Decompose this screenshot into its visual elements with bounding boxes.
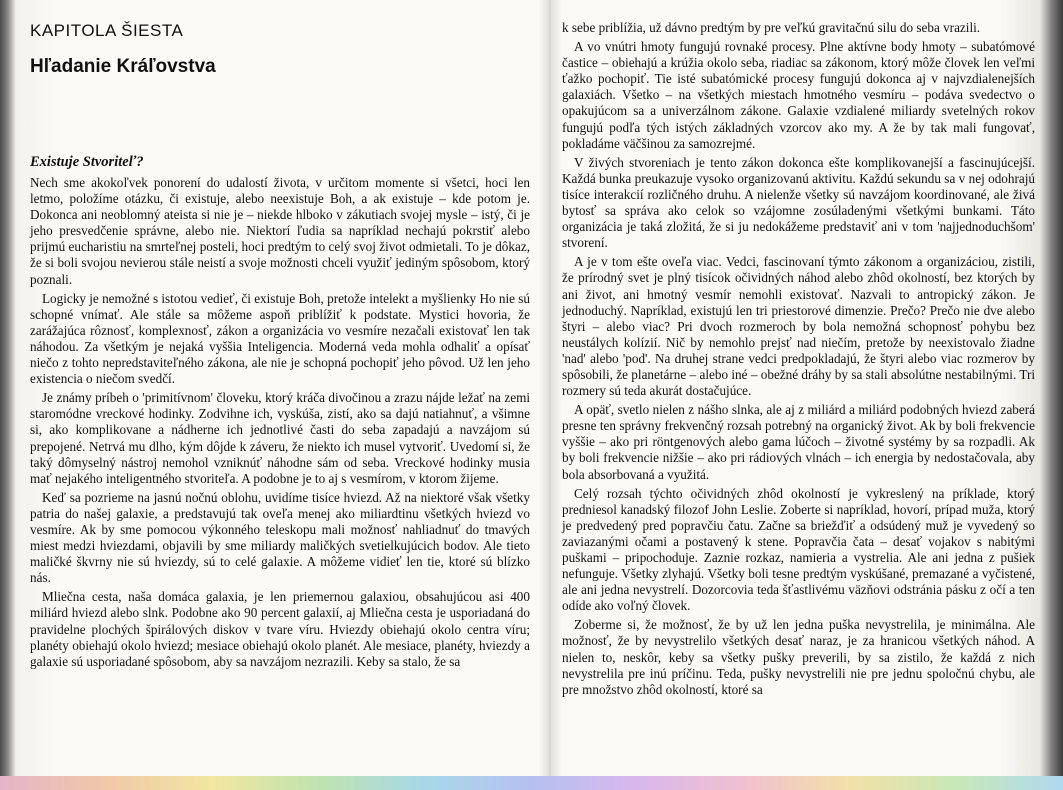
paragraph: Mliečna cesta, naša domáca galaxia, je len priemernou galaxiou, obsahujúcou asi 400 miliárd hviezd alebo slnk. Podobne ako 90 percent galaxií, aj Mliečna cesta je usporiadaná do pravidelne plochých špirálových diskov v tvare víru. Hviezdy obiehajú okolo centra víru; planéty obiehajú okolo hviezd; mesiace obiehajú okolo planét. Ale mesiace, planéty, hviezdy a galaxie sú usporiadané spôsobom, aby sa navzájom nezrazili. Keby sa stalo, že sa — [30, 589, 530, 669]
paragraph: V živých stvoreniach je tento zákon dokonca ešte komplikovanejší a fascinujúcejší. Každá bunka preukazuje vysoko organizovanú aktivitu. Každú sekundu sa v nej odohrajú tisíce interakcií rozličného druhu. A nielenže všetky sú navzájom koordinované, ale živá bytosť sa správa ako celok so vzájomne zosúladenými všetkými bunkami. Táto organizácia je taká zložitá, že si ju nedokážeme predstaviť ani v tom 'najjednoduchšom' stvorení. — [562, 154, 1035, 251]
paragraph: Je známy príbeh o 'primitívnom' človeku, ktorý kráča divočinou a zrazu nájde ležať na zemi staromódne vreckové hodinky. Zodvihne ich, vyskúša, zistí, ako sa dajú natiahnuť, a všimne si, ako komplikovane a nádherne ich jednotlivé časti do seba zapadajú a navzájom sú prepojené. Netrvá mu dlho, kým dôjde k záveru, že niekto ich musel vytvoriť. Uvedomí si, že taký dômyselný nástroj nemohol vzniknúť náhodne sám od seba. Vreckové hodinky musia mať nejakého inteligentného stvoriteľa. A podobne je to aj s vesmírom, v ktorom žijeme. — [30, 390, 530, 486]
paragraph: A vo vnútri hmoty fungujú rovnaké procesy. Plne aktívne body hmoty – subatómové častice – obiehajú a krúžia okolo seba, riadiac sa zákonom, ktorý môže človek len veľmi ťažko pochopiť. Tie isté subatómické procesy fungujú dokonca aj v najvzdialenejších galaxiách. Všetko – na všetkých miestach hmotného vesmíru – podáva svedectvo o opakujúcom sa a univerzálnom zákone. Galaxie vzdialené miliardy svetelných rokov fungujú podľa tých istých základných vzorcov ako my. A že by tak mali fungovať, pokladáme väčšinou za samozrejmé. — [562, 39, 1035, 151]
paragraph: Zoberme si, že možnosť, že by už len jedna puška nevystrelila, je minimálna. Ale možnosť, že by nevystrelilo všetkých desať naraz, je za hranicou všetkých náhod. A nielen to, neskôr, keby sa všetky pušky preverili, by sa zistilo, že každá z nich nevystrelila pre inú príčinu. Teda, pušky nevystrelili nie pre jednu spoločnú chybu, ale pre množstvo zhôd okolností, ktoré sa — [562, 617, 1035, 697]
paragraph: Keď sa pozrieme na jasnú nočnú oblohu, uvidíme tisíce hviezd. Až na niektoré však všetky patria do našej galaxie, a predstavujú tak oveľa menej ako miliardtinu všetkých hviezd vo vesmíre. Ak by sme pomocou výkonného teleskopu mali možnosť nahliadnuť do tmavých miest medzi hviezdami, objavili by sme miliardy maličkých svetielkujúcich bodov. Ale tieto maličké škvrny nie sú hviezdy, sú to celé galaxie. A môžeme vidieť len tie, ktoré sú blízko nás. — [30, 489, 530, 586]
paragraph: A je v tom ešte oveľa viac. Vedci, fascinovaní týmto zákonom a organizáciou, zistili, že prírodný svet je plný tisícok očividných náhod alebo zhôd okolností, bez ktorých by ani život, ani hmotný vesmír nemohli existovať. Nazvali to antropický zákon. Je jednoduchý. Napríklad, existujú len tri priestorové dimenzie. Prečo? Prečo nie dve alebo štyri – alebo viac? Pri dvoch rozmeroch by bola nemožná schopnosť pohybu bez neustálych kolízií. Nič by nemohlo prejsť nad niečím, pretože by neexistovalo žiadne 'nad' alebo 'pod'. Na druhej strane vedci predpokladajú, že štyri alebo viac rozmerov by spôsobili, že planetárne – alebo iné – obežné dráhy by sa stali absolútne nestabilnými. Tri rozmery sú teda akurát dostačujúce. — [562, 254, 1035, 399]
paragraph: Nech sme akokoľvek ponorení do udalostí života, v určitom momente si všetci, hoci len letmo, položíme otázku, či existuje, alebo neexistuje Boh, a ak existuje – kde potom je. Dokonca ani neoblomný ateista si nie je – niekde hlboko v zákutiach svojej mysle – istý, či je jeho presvedčenie správne, alebo nie. Niektorí ľudia sa napríklad nechajú pokrstiť alebo prijmú eucharistiu na smrteľnej posteli, hoci predtým to celý svoj život odmietali. To je dôkaz, že si boli svojou nevierou stále neistí a svoje možnosti chceli využiť jediným spôsobom, ktorý poznali. — [30, 175, 530, 287]
page-edge-strip — [0, 776, 1063, 790]
paragraph: Logicky je nemožné s istotou vedieť, či existuje Boh, pretože intelekt a myšlienky Ho nie sú schopné vnímať. Ale stále sa môžeme aspoň priblížiť k podstate. Mystici hovoria, že zarážajúca rôznosť, komplexnosť, zákon a organizácia vo vesmíre nezačali existovať len tak náhodou. Za všetkým je nejaká vyššia Inteligencia. Moderná veda mohla odhaliť a opísať niečo z tohto nepredstaviteľného zákona, ale nie je schopná pochopiť jeho pôvod. Už len jeho existencia o niečom svedčí. — [30, 290, 530, 387]
book-gutter — [538, 0, 562, 790]
chapter-title: Hľadanie Kráľovstva — [30, 56, 216, 77]
paragraph: Celý rozsah týchto očividných zhôd okolností je vykreslený na príklade, ktorý predniesol kanadský filozof John Leslie. Zoberte si napríklad, hovorí, prípad muža, ktorý je predvedený pred popravčiu čatu. Začne sa briežďiť a odsúdený muž je vyvedený so zaviazanými očami a postavený k stene. Popravčia čata – desať vojakov s nabitými puškami – pripochoduje. Zaznie rozkaz, namieria a vystrelia. Ale ani jedna z pušiek nefunguje. Všetky zlyhajú. Všetky boli tesne predtým vyskúšané, premazané a vyčistené, ale ani jedna nevystrelí. Dozorcovia teda šťastlivému väzňovi odstránia pásku z očí a ten odíde ako voľný človek. — [562, 485, 1035, 614]
paragraph: k sebe priblížia, už dávno predtým by pre veľkú gravitačnú silu do seba vrazili. — [562, 20, 981, 35]
right-page — [562, 20, 1035, 701]
section-heading: Existuje Stvoriteľ? — [30, 154, 144, 170]
chapter-label: KAPITOLA ŠIESTA — [30, 21, 184, 40]
paragraph: A opäť, svetlo nielen z nášho slnka, ale aj z miliárd a miliárd podobných hviezd zaberá presne ten správny frekvenčný rozsah potrebný na organický život. Ak by boli frekvencie vyššie – ako pri röntgenových alebo gama lúčoch – životné systémy by sa rozpadli. Ak by boli frekvencie nižšie – ako pri rádiových vlnách – ich energia by nedostačovala, aby bola absorbovaná a využitá. — [562, 402, 1035, 482]
left-page — [30, 20, 530, 673]
